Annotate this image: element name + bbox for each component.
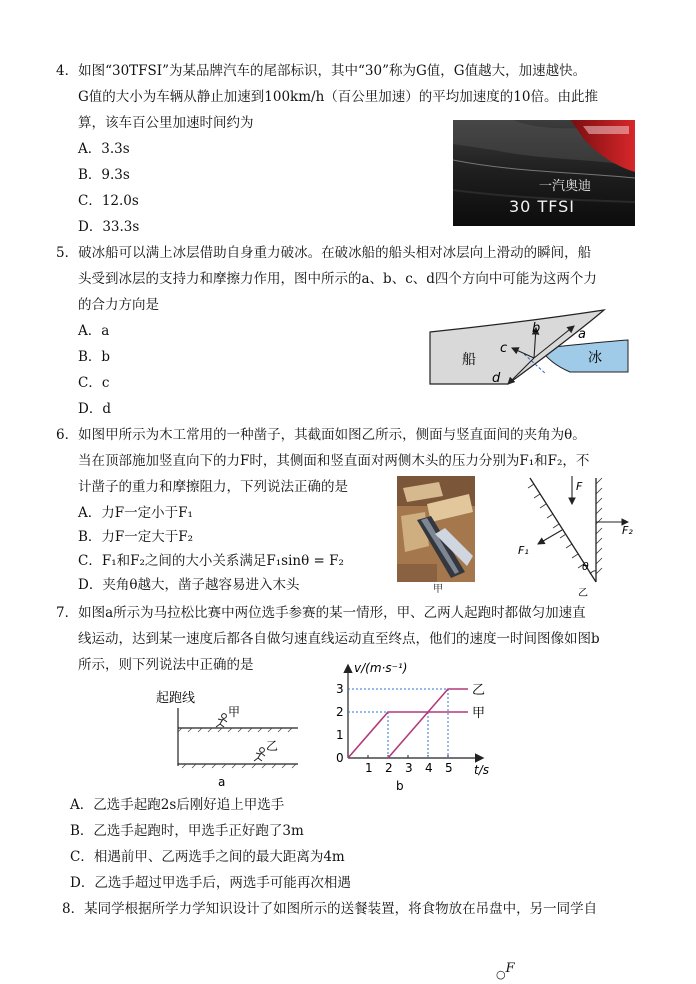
y-tick-label: 0 <box>336 751 344 765</box>
label-F2: F₂ <box>622 524 633 537</box>
q8-figure-fragment: ○F <box>496 961 515 981</box>
badge-chinese: 一汽奥迪 <box>539 179 592 194</box>
velocity-time-chart <box>318 660 502 794</box>
q7-option-a: A．乙选手起跑2s后刚好追上甲选手 <box>70 797 285 813</box>
q5-number: 5． <box>56 245 79 261</box>
q7-option-d: D．乙选手超过甲选手后，两选手可能再次相遇 <box>70 875 351 891</box>
label-b: b <box>532 321 541 336</box>
series-label-jia: 甲 <box>472 706 486 721</box>
q6-line-3: 计凿子的重力和摩擦阻力，下列说法正确的是 <box>78 479 348 495</box>
y-tick-label: 3 <box>336 682 344 696</box>
x-tick-label: 4 <box>425 761 433 775</box>
x-tick-label: 1 <box>365 761 373 775</box>
car-badge-photo <box>453 120 635 226</box>
q7-option-b: B．乙选手起跑时，甲选手正好跑了3m <box>70 823 304 839</box>
q7-line-2: 线运动，达到某一速度后都各自做匀速直线运动直至终点，他们的速度一时间图像如图b <box>78 631 600 647</box>
q6-line-2: 当在顶部施加竖直向下的力F时，其侧面和竖直面对两侧木头的压力分别为F₁和F₂，不 <box>78 453 590 469</box>
y-tick-label: 2 <box>336 705 344 719</box>
q4-option-c: C．12.0s <box>78 193 139 209</box>
q7-option-c: C．相遇前甲、乙两选手之间的最大距离为4m <box>70 849 345 865</box>
start-line-label: 起跑线 <box>156 691 196 706</box>
q8-number: 8． <box>62 901 85 917</box>
q6-number: 6． <box>56 427 79 443</box>
ice-label: 冰 <box>588 350 602 366</box>
chart-caption: b <box>396 779 404 793</box>
label-d: d <box>492 371 501 386</box>
runner-jia-label: 甲 <box>228 705 241 719</box>
q7-line-3: 所示，则下列说法中正确的是 <box>78 657 254 673</box>
x-axis-label: t/s <box>474 763 489 777</box>
q5-option-a: A．a <box>78 323 110 339</box>
q6-option-d: D．夹角θ越大，凿子越容易进入木头 <box>78 577 300 593</box>
icebreaker-diagram <box>428 302 634 398</box>
ship-label: 船 <box>462 352 476 368</box>
q7-line-1: 7．如图a所示为马拉松比赛中两位选手参赛的某一情形，甲、乙两人起跑时都做匀加速直 <box>56 605 586 621</box>
y-tick-label: 1 <box>336 728 344 742</box>
q4-line-2: G值的大小为车辆从静止加速到100km/h（百公里加速）的平均加速度的10倍。由此推 <box>78 89 598 105</box>
q8-label-F: F <box>505 961 515 976</box>
q5-line-3: 的合力方向是 <box>78 297 159 313</box>
force-F1-arrow <box>538 530 562 544</box>
label-theta: θ <box>582 560 589 573</box>
runner-jia-icon <box>216 714 227 727</box>
label-F1: F₁ <box>518 544 529 557</box>
q6-option-c: C．F₁和F₂之间的大小关系满足F₁sinθ = F₂ <box>78 553 344 569</box>
chisel-photo <box>397 476 475 582</box>
y-axis-label: v/(m·s⁻¹) <box>354 661 408 675</box>
runner-yi-icon <box>254 748 265 761</box>
series-label-yi: 乙 <box>472 683 486 698</box>
q4-line-3: 算，该车百公里加速时间约为 <box>78 115 254 131</box>
diagram-caption-yi: 乙 <box>578 588 588 599</box>
q6-option-a: A．力F一定小于F₁ <box>78 505 193 521</box>
q5-option-b: B．b <box>78 349 111 365</box>
q7-number: 7． <box>56 605 79 621</box>
q5-line-2: 头受到冰层的支持力和摩擦力作用，图中所示的a、b、c、d四个方向中可能为这两个力 <box>78 271 597 287</box>
label-F: F <box>576 480 583 493</box>
photo-caption-jia: 甲 <box>433 584 443 595</box>
chisel-force-diagram <box>516 474 646 600</box>
x-tick-label: 5 <box>445 761 453 775</box>
x-tick-label: 2 <box>385 761 393 775</box>
q6-line-1: 6．如图甲所示为木工常用的一种凿子，其截面如图乙所示，侧面与竖直面间的夹角为θ。 <box>56 427 586 443</box>
label-c: c <box>500 341 508 356</box>
series-line-yi <box>388 689 468 758</box>
q5-option-c: C．c <box>78 375 110 391</box>
runner-yi-label: 乙 <box>266 739 279 753</box>
q4-line-1: 4．如图“30TFSI”为某品牌汽车的尾部标识，其中“30”称为G值，G值越大，加速越快。 <box>56 63 587 79</box>
q5-option-d: D．d <box>78 401 111 417</box>
q4-option-a: A．3.3s <box>78 141 130 157</box>
label-a: a <box>578 327 586 342</box>
x-tick-label: 3 <box>405 761 413 775</box>
q4-option-d: D．33.3s <box>78 219 140 235</box>
q8-line-1: 8．某同学根据所学力学知识设计了如图所示的送餐装置，将食物放在吊盘中，另一同学自 <box>62 901 598 917</box>
q6-option-b: B．力F一定大于F₂ <box>78 529 194 545</box>
figure-a-caption: a <box>218 775 226 789</box>
badge-model: 30 TFSI <box>509 197 576 216</box>
q5-line-1: 5．破冰船可以满上冰层借助自身重力破冰。在破冰船的船头相对冰层向上滑动的瞬间，船 <box>56 245 592 261</box>
q4-number: 4． <box>56 63 79 79</box>
marathon-track-figure <box>152 686 302 790</box>
q4-option-b: B．9.3s <box>78 167 130 183</box>
